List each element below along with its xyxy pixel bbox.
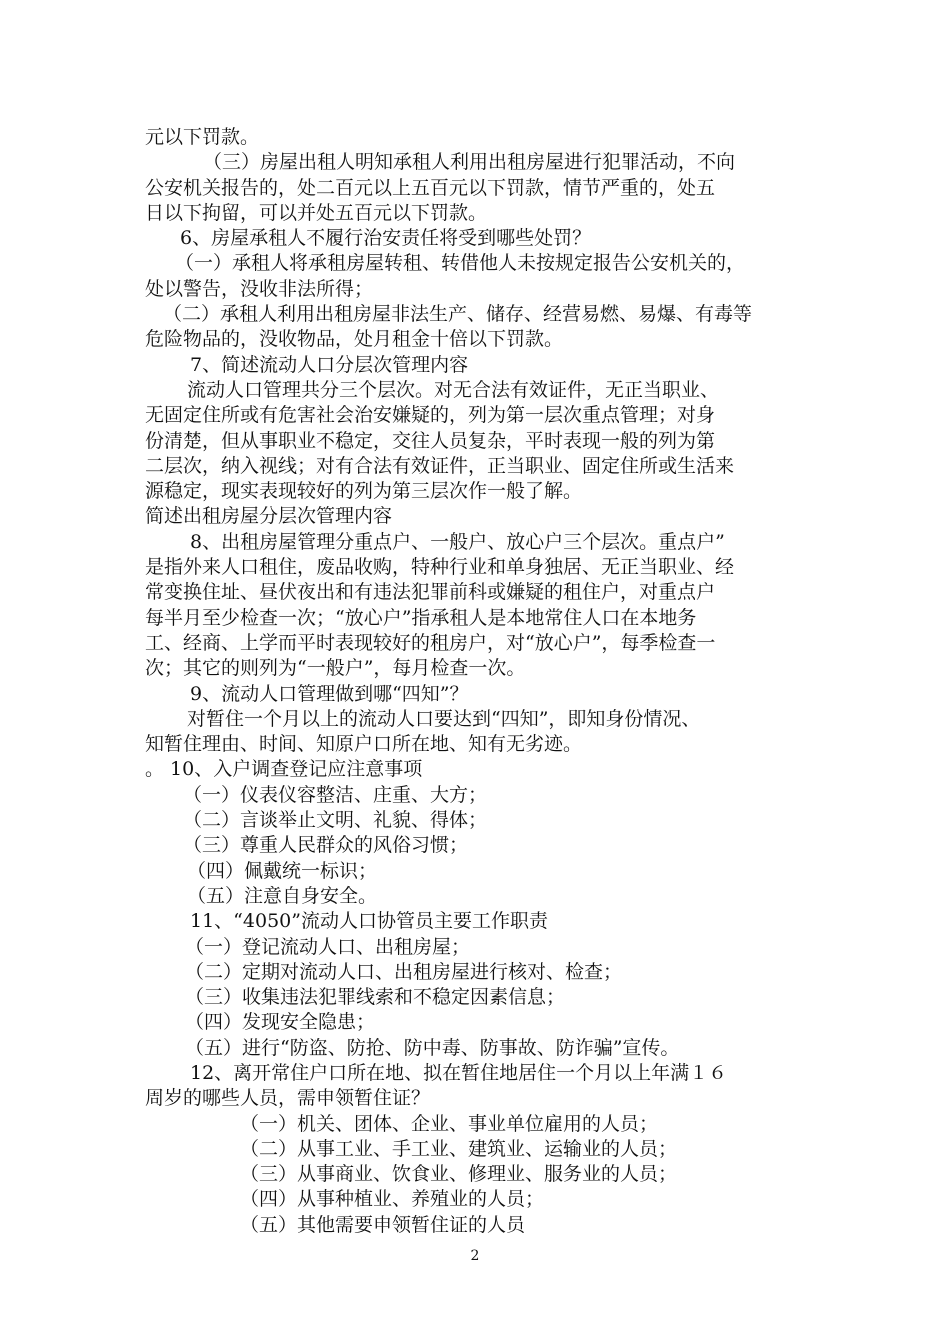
text-line: 12、离开常住户口所在地、拟在暂住地居住一个月以上年满１６: [190, 1061, 728, 1084]
page-number: 2: [470, 1248, 480, 1264]
text-line: 日以下拘留，可以并处五百元以下罚款。: [145, 201, 488, 224]
text-line: 源稳定，现实表现较好的列为第三层次作一般了解。: [145, 480, 583, 503]
text-line: 6、房屋承租人不履行治安责任将受到哪些处罚？: [180, 227, 592, 250]
text-line: 7、简述流动人口分层次管理内容: [190, 353, 469, 376]
text-line: （三）房屋出租人明知承租人利用出租房屋进行犯罪活动，不向: [203, 151, 736, 174]
text-line: 。 10、入户调查登记应注意事项: [145, 758, 423, 781]
text-line: 常变换住址、昼伏夜出和有违法犯罪前科或嫌疑的租住户，对重点户: [145, 581, 716, 604]
text-line: 处以警告，没收非法所得；: [145, 277, 374, 300]
text-line: 公安机关报告的，处二百元以上五百元以下罚款，情节严重的，处五: [145, 176, 716, 199]
text-line: （四）发现安全隐患；: [185, 1011, 376, 1034]
text-line: 次；其它的则列为“一般户”，每月检查一次。: [145, 657, 526, 680]
text-line: 知暂住理由、时间、知原户口所在地、知有无劣迹。: [145, 733, 583, 756]
text-line: （四）从事种植业、养殖业的人员；: [240, 1188, 545, 1211]
text-line: 无固定住所或有危害社会治安嫌疑的，列为第一层次重点管理；对身: [145, 404, 716, 427]
text-line: （二）承租人利用出租房屋非法生产、储存、经营易燃、易爆、有毒等: [163, 303, 753, 326]
text-line: 是指外来人口租住，废品收购，特种行业和单身独居、无正当职业、经: [145, 556, 735, 579]
text-line: 二层次，纳入视线；对有合法有效证件，正当职业、固定住所或生活来: [145, 454, 735, 477]
text-line: （一）承租人将承租房屋转租、转借他人未按规定报告公安机关的，: [175, 252, 746, 275]
text-line: 危险物品的，没收物品，处月租金十倍以下罚款。: [145, 328, 564, 351]
text-line: （一）登记流动人口、出租房屋；: [185, 935, 471, 958]
text-line: （二）定期对流动人口、出租房屋进行核对、检查；: [185, 960, 623, 983]
text-line: （二）言谈举止文明、礼貌、得体；: [183, 809, 488, 832]
text-line: （三）从事商业、饮食业、修理业、服务业的人员；: [240, 1163, 678, 1186]
text-line: （五）进行“防盗、防抢、防中毒、防事故、防诈骗”宣传。: [185, 1036, 680, 1059]
text-line: （五）其他需要申领暂住证的人员: [240, 1213, 526, 1236]
text-line: 份清楚，但从事职业不稳定，交往人员复杂，平时表现一般的列为第: [145, 429, 716, 452]
text-line: （五）注意自身安全。: [187, 884, 378, 907]
text-line: 元以下罚款。: [145, 126, 260, 148]
text-line: 9、流动人口管理做到哪“四知”？: [190, 682, 469, 705]
text-line: （一）仪表仪容整洁、庄重、大方；: [183, 783, 488, 806]
text-line: 8、出租房屋管理分重点户、一般户、放心户三个层次。重点户”: [190, 530, 725, 553]
text-line: 周岁的哪些人员，需申领暂住证？: [145, 1087, 431, 1110]
text-line: 简述出租房屋分层次管理内容: [145, 505, 393, 528]
text-line: 每半月至少检查一次；“放心户”指承租人是本地常住人口在本地务: [145, 606, 697, 629]
text-line: （一）机关、团体、企业、事业单位雇用的人员；: [240, 1112, 659, 1135]
text-line: （二）从事工业、手工业、建筑业、运输业的人员；: [240, 1137, 678, 1160]
text-line: 11、“4050”流动人口协管员主要工作职责: [190, 910, 548, 933]
text-line: （四）佩戴统一标识；: [187, 859, 378, 882]
body-text: [145, 125, 815, 1238]
text-line: 流动人口管理共分三个层次。对无合法有效证件，无正当职业、: [187, 378, 720, 401]
text-line: （三）尊重人民群众的风俗习惯；: [183, 834, 469, 857]
text-line: 对暂住一个月以上的流动人口要达到“四知”，即知身份情况、: [187, 707, 701, 730]
text-line: （三）收集违法犯罪线索和不稳定因素信息；: [185, 986, 566, 1009]
text-line: 工、经商、上学而平时表现较好的租房户，对“放心户”，每季检查一: [145, 631, 716, 654]
